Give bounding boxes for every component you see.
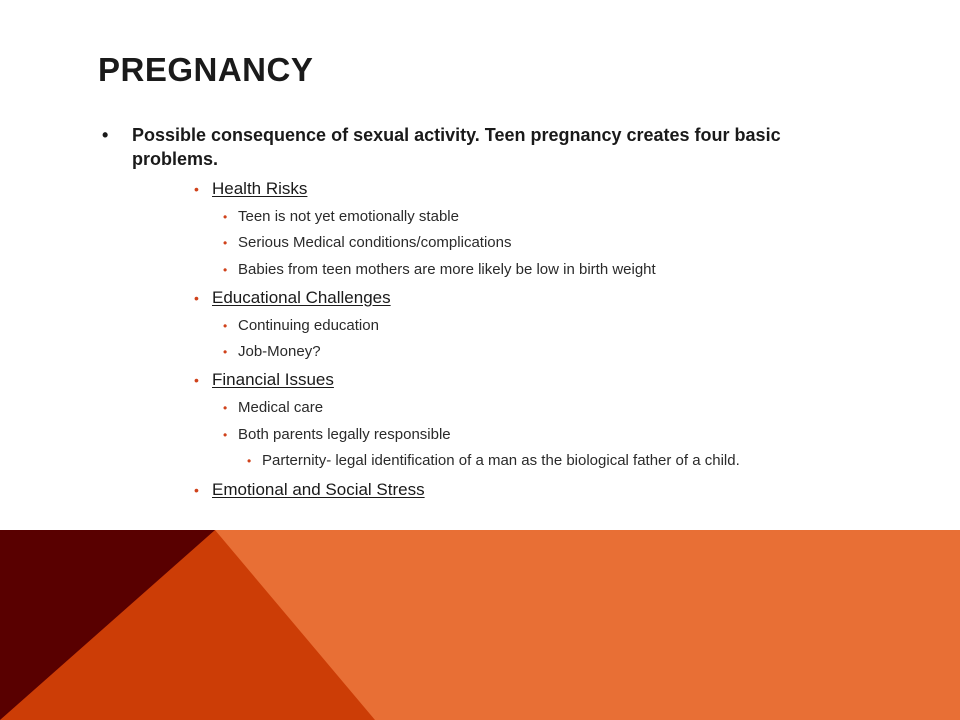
list-subitem — [247, 451, 740, 471]
bullet-icon: • — [194, 181, 199, 197]
list-item — [223, 233, 512, 253]
bullet-icon: • — [223, 210, 228, 224]
bullet-icon: • — [223, 236, 228, 250]
list-item-text: Both parents legally responsible — [238, 426, 451, 443]
list-item-text: Teen is not yet emotionally stable — [238, 208, 459, 225]
list-item-text: Medical care — [238, 399, 324, 416]
list-item — [223, 316, 379, 336]
section-heading-emotional-social-stress — [194, 479, 425, 501]
list-item — [223, 207, 459, 227]
bullet-icon: • — [223, 428, 228, 442]
section-label: Financial Issues — [212, 370, 334, 389]
section-label: Health Risks — [212, 179, 308, 198]
list-item-text: Babies from teen mothers are more likely be low in birth weight — [238, 261, 656, 278]
list-item — [223, 342, 321, 362]
section-label: Emotional and Social Stress — [212, 480, 425, 499]
bullet-icon: • — [194, 372, 199, 388]
slide-title: PREGNANCY — [98, 51, 314, 88]
list-item — [223, 398, 324, 418]
section-heading-educational-challenges — [194, 287, 391, 309]
list-item — [223, 260, 656, 280]
intro-bullet-item — [102, 123, 822, 171]
bullet-icon: • — [223, 263, 228, 277]
list-subitem-text: Parternity- legal identification of a man as the biological father of a child. — [262, 452, 740, 469]
bullet-icon: • — [223, 345, 228, 359]
bullet-icon: • — [194, 290, 199, 306]
bullet-icon: • — [247, 454, 252, 468]
intro-text: Possible consequence of sexual activity. Teen pregnancy creates four basic problems. — [132, 125, 781, 169]
section-heading-health-risks — [194, 178, 308, 200]
list-item — [223, 425, 451, 445]
list-item-text: Continuing education — [238, 317, 379, 334]
decorative-band — [0, 530, 960, 720]
list-item-text: Serious Medical conditions/complications — [238, 234, 512, 251]
section-heading-financial-issues — [194, 369, 334, 391]
bullet-icon: • — [223, 319, 228, 333]
bullet-icon: • — [223, 401, 228, 415]
list-item-text: Job-Money? — [238, 343, 321, 360]
bullet-icon: • — [102, 125, 109, 145]
section-label: Educational Challenges — [212, 288, 391, 307]
bullet-icon: • — [194, 482, 199, 498]
